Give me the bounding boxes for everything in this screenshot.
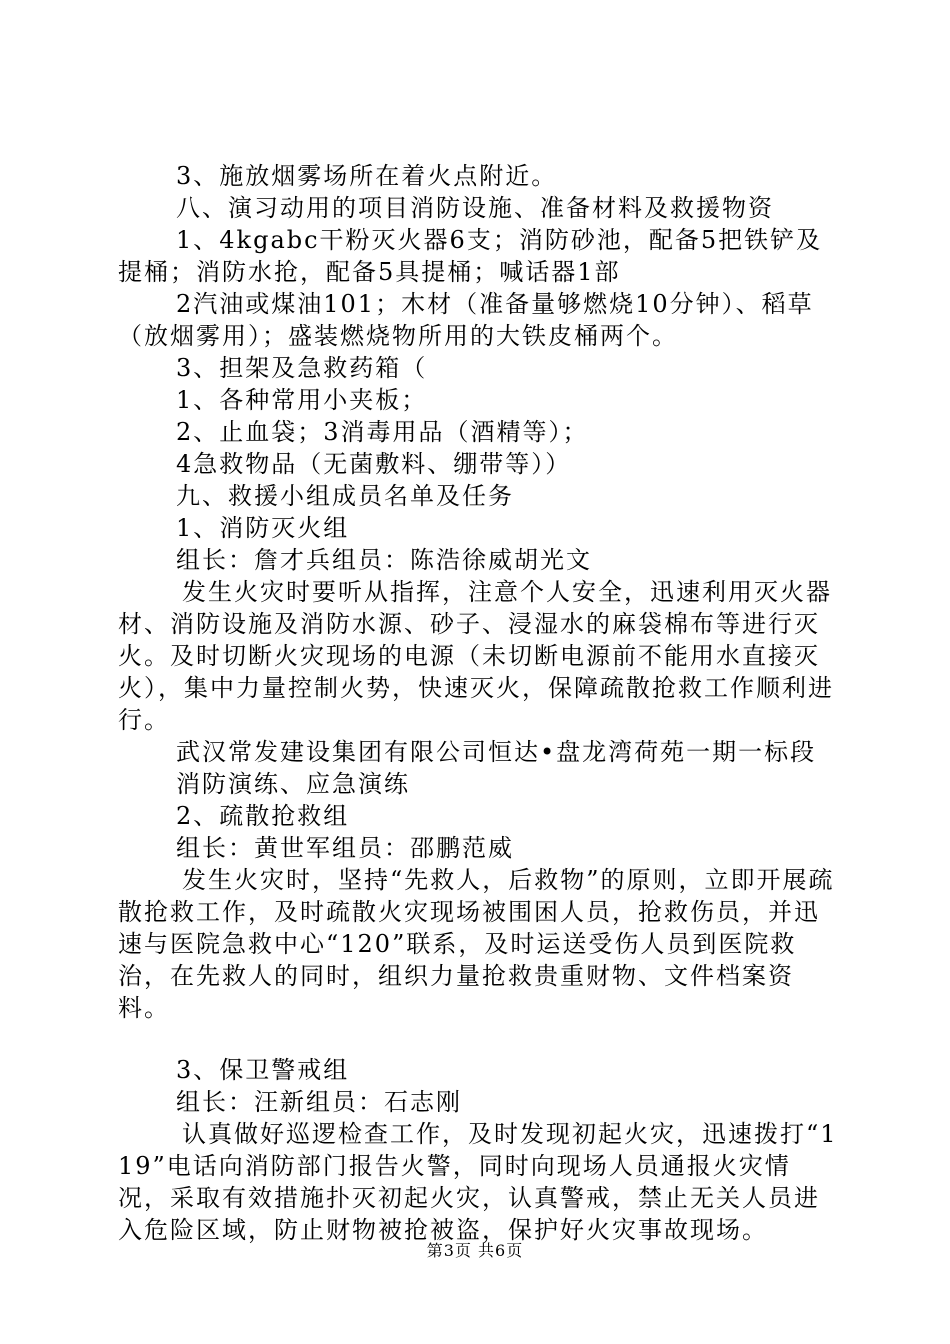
- section-heading: 八、演习动用的项目消防设施、准备材料及救援物资: [176, 194, 774, 222]
- team-members: 组长：詹才兵组员：陈浩徐威胡光文: [176, 546, 592, 574]
- subsection-heading: 2、疏散抢救组: [176, 802, 350, 830]
- paragraph: 发生火灾时要听从指挥，注意个人安全，迅速利用灭火器材、消防设施及消防水源、砂子、浸湿水的麻袋棉布等进行灭火。及时切断火灾现场的电源（未切断电源前不能用水直接灭火），集中力量控制火势，快速灭火，保障疏散抢救工作顺利进行。: [118, 578, 834, 734]
- page-footer: 第3页 共6页: [426, 1241, 524, 1260]
- subsection-heading: 1、消防灭火组: [176, 514, 350, 542]
- document-body: [118, 160, 838, 1246]
- paragraph: 发生火灾时，坚持“先救人，后救物”的原则，立即开展疏散抢救工作，及时疏散火灾现场被围困人员，抢救伤员，并迅速与医院急救中心“120”联系，及时运送受伤人员到医院救治，在先救人的同时，组织力量抢救贵重财物、文件档案资料。: [118, 866, 835, 1022]
- team-members: 组长：汪新组员：石志刚: [176, 1088, 462, 1116]
- team-members: 组长：黄世军组员：邵鹏范威: [176, 834, 514, 862]
- subsection-heading: 3、保卫警戒组: [176, 1056, 350, 1084]
- paragraph: 3、施放烟雾场所在着火点附近。: [176, 162, 558, 190]
- blank-line: [118, 1024, 838, 1054]
- paragraph: 2、止血袋；3消毒用品（酒精等）；: [176, 418, 589, 446]
- running-header-line: 消防演练、应急演练: [176, 770, 410, 798]
- section-heading: 九、救援小组成员名单及任务: [176, 482, 514, 510]
- paragraph: 4急救物品（无菌敷料、绷带等））: [176, 450, 572, 478]
- paragraph: 1、各种常用小夹板；: [176, 386, 428, 414]
- running-header-line: 武汉常发建设集团有限公司恒达•盘龙湾荷苑一期一标段: [176, 738, 817, 766]
- paragraph: 2汽油或煤油101；木材（准备量够燃烧10分钟）、稻草（放烟雾用）；盛装燃烧物所用的大铁皮桶两个。: [118, 290, 814, 350]
- paragraph: 1、4kgabc干粉灭火器6支；消防砂池，配备5把铁铲及提桶；消防水抢，配备5具提桶；喊话器1部: [118, 226, 823, 286]
- paragraph: 3、担架及急救药箱（: [176, 354, 428, 382]
- paragraph: 认真做好巡逻检查工作，及时发现初起火灾，迅速拨打“119”电话向消防部门报告火警，同时向现场人员通报火灾情况，采取有效措施扑灭初起火灾，认真警戒，禁止无关人员进入危险区域，防止财物被抢被盗，保护好火灾事故现场。: [118, 1120, 838, 1244]
